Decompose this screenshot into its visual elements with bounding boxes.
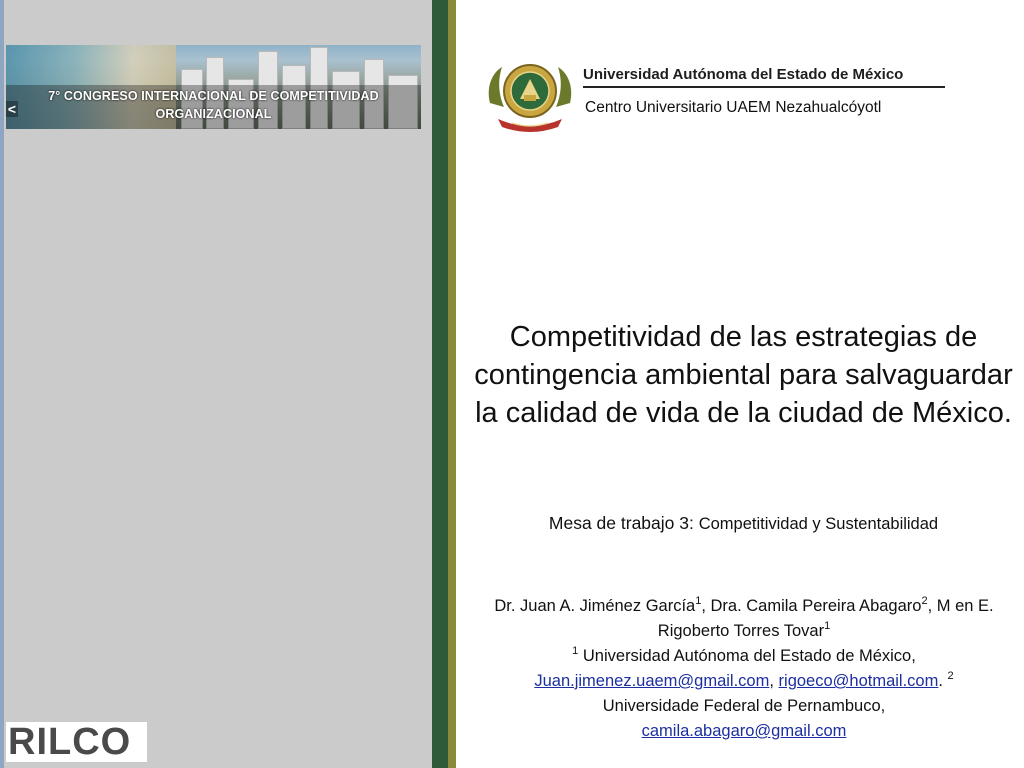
congress-banner [6, 45, 421, 129]
presentation-title: Competitividad de las estrategias de contingencia ambiental para salvaguardar la calidad de vida de la ciudad de México. [474, 321, 1013, 429]
work-table-label: Mesa de trabajo 3: [548, 513, 699, 533]
affiliation-1-marker: 1 [572, 644, 579, 657]
author-3-affiliation: 1 [824, 619, 831, 632]
work-table-heading [466, 513, 1021, 534]
affiliation-2: Universidade Federal de Pernambuco, [602, 697, 886, 715]
university-name: Universidad Autónoma del Estado de México [583, 66, 904, 83]
university-center: Centro Universitario UAEM Nezahualcóyotl [585, 99, 882, 116]
author-2: , Dra. Camila Pereira Abagaro [701, 597, 922, 615]
work-table-topic: Competitividad y Sustentabilidad [698, 515, 939, 533]
chevron-left-icon[interactable]: < [7, 101, 17, 117]
affiliation-1: Universidad Autónoma del Estado de México, [578, 647, 916, 665]
green-stripe [432, 0, 448, 768]
email-separator: , [769, 672, 779, 690]
author-2-affiliation: 2 [921, 594, 928, 607]
banner-title-line2: ORGANIZACIONAL [155, 107, 272, 121]
email-link-rigoeco[interactable]: rigoeco@hotmail.com [778, 672, 939, 690]
email-link-jimenez[interactable]: Juan.jimenez.uaem@gmail.com [534, 672, 770, 690]
email-period: . [938, 672, 948, 690]
email-link-abagaro[interactable]: camila.abagaro@gmail.com [641, 722, 847, 740]
university-seal-icon [484, 57, 576, 137]
author-1-affiliation: 1 [695, 594, 702, 607]
author-1: Dr. Juan A. Jiménez García [494, 597, 696, 615]
affiliation-2-marker: 2 [947, 669, 954, 682]
rilco-logo: RILCO [6, 722, 147, 762]
gold-stripe [448, 0, 456, 768]
author-3: , M en E. Rigoberto Torres Tovar [657, 597, 994, 640]
header-divider [583, 86, 945, 88]
authors-block [464, 594, 1024, 744]
banner-title-line1: 7° CONGRESO INTERNACIONAL DE COMPETITIVIDAD [48, 89, 379, 103]
